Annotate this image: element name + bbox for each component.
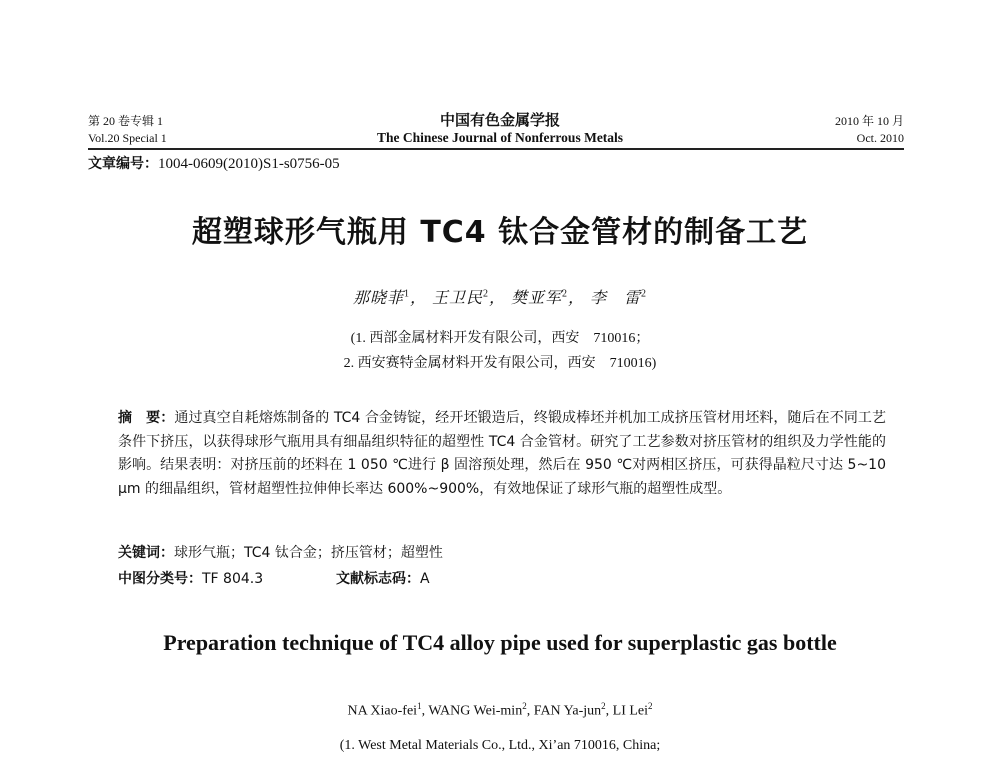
author-sep: , (421, 703, 429, 719)
article-number (88, 153, 340, 173)
header-date-en: Oct. 2010 (856, 131, 904, 145)
affiliation-cn-1: (1. 西部金属材料开发有限公司，西安 710016； (350, 331, 650, 346)
author-sep: ， (488, 290, 506, 307)
keywords (118, 542, 443, 562)
abstract-label: 摘 要： (118, 410, 175, 426)
header-volume-cn: 第 20 卷专辑 1 (88, 114, 164, 128)
author-mark: 1 (417, 701, 422, 711)
article-number-value: 1004-0609(2010)S1-s0756-05 (158, 156, 340, 172)
article-number-label: 文章编号： (88, 156, 158, 172)
author-mark: 2 (482, 288, 489, 300)
classification (118, 568, 263, 588)
keywords-label: 关键词： (118, 545, 174, 561)
abstract (118, 407, 886, 501)
authors-en (0, 701, 1000, 720)
document-code (336, 568, 430, 588)
classification-value: TF 804.3 (202, 571, 264, 587)
header-date-cn: 2010 年 10 月 (834, 114, 904, 128)
author-mark: 2 (641, 288, 648, 300)
header-journal-en: The Chinese Journal of Nonferrous Metals (376, 130, 624, 145)
authors-cn (0, 285, 1000, 308)
author-en: WANG Wei-min (428, 703, 523, 719)
author-cn: 李 雷 (590, 290, 642, 307)
author-mark: 2 (601, 701, 606, 711)
author-en: NA Xiao-fei (347, 703, 418, 719)
document-code-value: A (420, 571, 430, 587)
header-volume-en: Vol.20 Special 1 (88, 131, 167, 145)
keywords-text: 球形气瓶；TC4 钛合金；挤压管材；超塑性 (174, 545, 443, 561)
affiliation-en: (1. West Metal Materials Co., Ltd., Xi’an 710016, China; (339, 738, 661, 753)
header-rule (88, 148, 904, 150)
document-code-label: 文献标志码： (336, 571, 420, 587)
author-mark: 2 (522, 701, 527, 711)
author-en: LI Lei (612, 703, 649, 719)
author-cn: 那晓菲 (352, 290, 404, 307)
author-sep: , (526, 703, 534, 719)
title-cn: 超塑球形气瓶用 TC4 钛合金管材的制备工艺 (191, 215, 809, 250)
author-mark: 1 (403, 288, 410, 300)
author-en: FAN Ya-jun (533, 703, 602, 719)
author-mark: 2 (562, 288, 569, 300)
affiliation-cn-2: 2. 西安赛特金属材料开发有限公司，西安 710016) (343, 356, 657, 371)
author-cn: 王卫民 (431, 290, 483, 307)
author-sep: , (605, 703, 613, 719)
title-en: Preparation technique of TC4 alloy pipe used for superplastic gas bottle (163, 630, 837, 655)
author-cn: 樊亚军 (511, 290, 563, 307)
author-mark: 2 (648, 701, 653, 711)
classification-label: 中图分类号： (118, 571, 202, 587)
author-sep: ， (409, 290, 427, 307)
abstract-text: 通过真空自耗熔炼制备的 TC4 合金铸锭，经开坯锻造后，终锻成棒坯并机加工成挤压管材用坯料，随后在不同工艺条件下挤压，以获得球形气瓶用具有细晶组织特征的超塑性 TC4 合金管材。研究了工艺参数对挤压管材的组织及力学性能的影响。结果表明：对挤压前的坯料在 1 050 ℃进行 β 固溶预处理，然后在 950 ℃对两相区挤压，可获得晶粒尺寸达 5~10 μm 的细晶组织，管材超塑性拉伸伸长率达 600%~900%，有效地保证了球形气瓶的超塑性成型。 (118, 410, 887, 497)
header-journal-cn: 中国有色金属学报 (439, 111, 560, 129)
author-sep: ， (568, 290, 586, 307)
